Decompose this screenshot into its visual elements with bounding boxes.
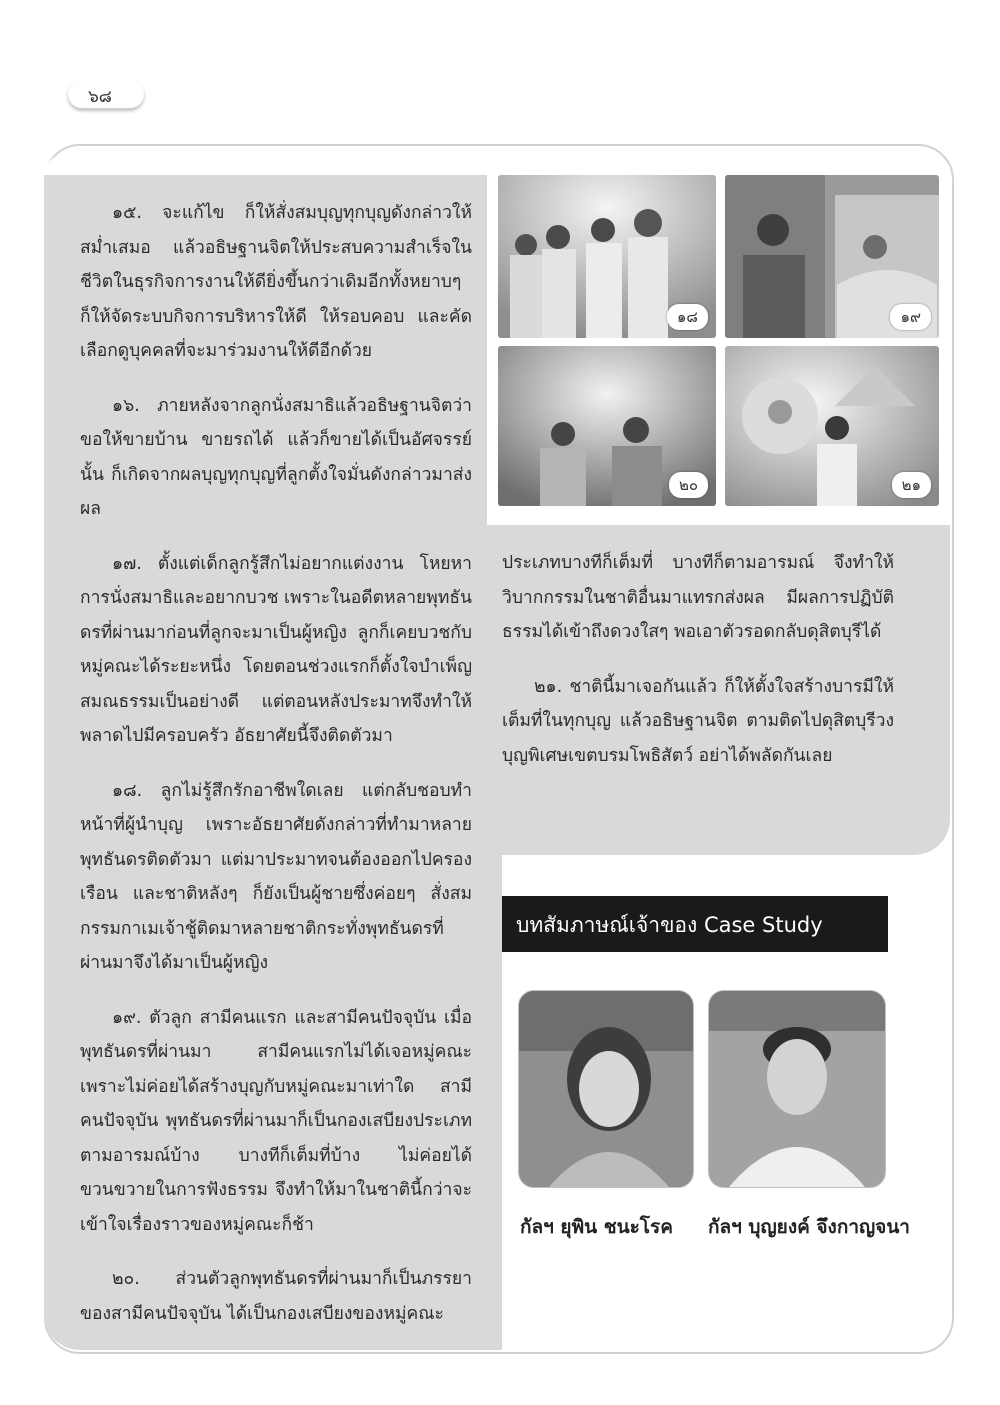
photo-19-number: ๑๙ — [890, 304, 931, 330]
page-number-tab — [68, 80, 144, 109]
paragraph-15: ๑๕. จะแก้ไข ก็ให้สั่งสมบุญทุกบุญดังกล่าวให้สม่ำเสมอ แล้วอธิษฐานจิตให้ประสบความสำเร็จในชีวิตในธุรกิจการงานให้ดียิ่งขึ้นกว่าเดิมอีกทั้งหยาบๆ ก็ให้จัดระบบกิจการบริหารให้ดี ให้รอบคอบ และคัดเลือกดูบุคคลที่จะมาร่วมงานให้ดีอีกด้วย — [80, 203, 472, 361]
photo-19 — [725, 175, 939, 338]
interview-heading-banner — [502, 896, 888, 952]
photo-20-number: ๒๐ — [669, 472, 708, 498]
paragraph-16: ๑๖. ภายหลังจากลูกนั่งสมาธิแล้วอธิษฐานจิตว่าขอให้ขายบ้าน ขายรถได้ แล้วก็ขายได้เป็นอัศจรรย์นั้น ก็เกิดจากผลบุญทุกบุญที่ลูกตั้งใจมั่นดังกล่าวมาส่งผล — [80, 395, 472, 519]
paragraph-18: ๑๘. ลูกไม่รู้สึกรักอาชีพใดเลย แต่กลับชอบทำหน้าที่ผู้นำบุญ เพราะอัธยาศัยดังกล่าวที่ทำมาหลายพุทธันดรติดตัวมา แต่มาประมาทจนต้องออกไปครองเรือน และชาติหลังๆ ก็ยังเป็นผู้ชายซึ่งค่อยๆ สั่งสมกรรมกาเมเจ้าชู้ติดมาหลายชาติกระทั่งพุทธันดรที่ผ่านมาจึงได้มาเป็นผู้หญิง — [80, 780, 472, 973]
paragraph-20: ๒๐. ส่วนตัวลูกพุทธันดรที่ผ่านมาก็เป็นภรรยาของสามีคนปัจจุบัน ได้เป็นกองเสบียงของหมู่คณะ — [80, 1269, 472, 1324]
paragraph-17: ๑๗. ตั้งแต่เด็กลูกรู้สึกไม่อยากแต่งงาน โหยหาการนั่งสมาธิและอยากบวช เพราะในอดีตหลายพุทธันดรที่ผ่านมาก่อนที่ลูกจะมาเป็นผู้หญิง ลูกก็เคยบวชกับหมู่คณะได้ระยะหนึ่ง โดยตอนช่วงแรกก็ตั้งใจบำเพ็ญสมณธรรมเป็นอย่างดี แต่ตอนหลังประมาทจึงทำให้พลาดไปมีครอบครัว อัธยาศัยนี้จึงติดตัวมา — [80, 553, 472, 746]
paragraph-21: ๒๑. ชาตินี้มาเจอกันแล้ว ก็ให้ตั้งใจสร้างบารมีให้เต็มที่ในทุกบุญ แล้วอธิษฐานจิต ตามติดไปดุสิตบุรีวงบุญพิเศษเขตบรมโพธิสัตว์ อย่าได้พลัดกันเลย — [502, 676, 894, 766]
portrait-yupin — [518, 990, 694, 1188]
caption-boonyong: กัลฯ บุญยงค์ จึงกาญจนา — [708, 1216, 910, 1238]
photo-21 — [725, 346, 939, 506]
portrait-boonyong-image — [709, 991, 885, 1187]
photo-18 — [498, 175, 716, 338]
page-number: ๖๘ — [88, 87, 112, 107]
portrait-boonyong — [708, 990, 886, 1188]
paragraph-20-continued: ประเภทบางทีก็เต็มที่ บางทีก็ตามอารมณ์ จึงทำให้วิบากกรรมในชาติอื่นมาแทรกส่งผล มีผลการปฏิบัติธรรมได้เข้าถึงดวงใสๆ พอเอาตัวรอดกลับดุสิตบุรีได้ — [502, 553, 894, 642]
left-column-text — [80, 196, 472, 1351]
caption-yupin: กัลฯ ยุพิน ชนะโรค — [520, 1216, 673, 1238]
right-column-text — [502, 546, 894, 793]
interview-heading: บทสัมภาษณ์เจ้าของ Case Study — [516, 913, 823, 937]
photo-grid — [487, 166, 950, 525]
portrait-yupin-image — [519, 991, 693, 1187]
photo-18-number: ๑๘ — [667, 304, 708, 330]
photo-20 — [498, 346, 716, 506]
paragraph-19: ๑๙. ตัวลูก สามีคนแรก และสามีคนปัจจุบัน เมื่อพุทธันดรที่ผ่านมา สามีคนแรกไม่ได้เจอหมู่คณะเพราะไม่ค่อยได้สร้างบุญกับหมู่คณะมาเท่าใด สามีคนปัจจุบัน พุทธันดรที่ผ่านมาก็เป็นกองเสบียงประเภทตามอารมณ์บ้าง บางทีก็เต็มที่บ้าง ไม่ค่อยได้ขวนขวายในการฟังธรรม จึงทำให้มาในชาตินี้กว่าจะเข้าใจเรื่องราวของหมู่คณะก็ช้า — [80, 1007, 472, 1235]
photo-21-number: ๒๑ — [892, 472, 931, 498]
